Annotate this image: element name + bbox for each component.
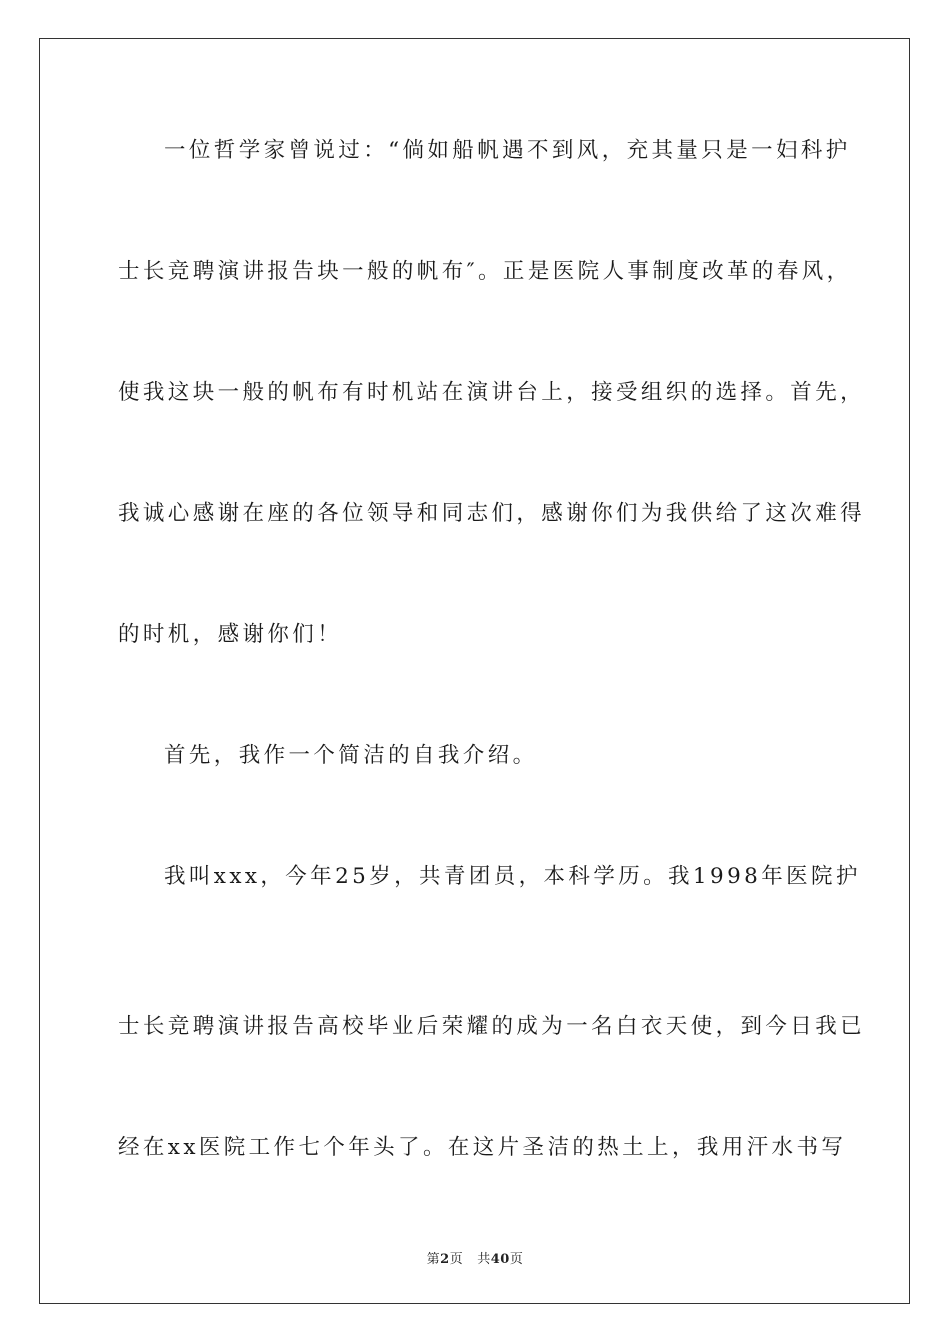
paragraph-line-6: 首先，我作一个简洁的自我介绍。	[164, 743, 538, 768]
paragraph-line-4: 我诚心感谢在座的各位领导和同志们，感谢你们为我供给了这次难得	[118, 501, 866, 526]
paragraph-line-8: 士长竞聘演讲报告高校毕业后荣耀的成为一名白衣天使，到今日我已	[118, 1014, 866, 1039]
footer-page-suffix: 页	[449, 1252, 464, 1267]
footer-page-prefix: 第	[426, 1252, 441, 1267]
page-footer	[0, 1248, 950, 1267]
paragraph-line-1: 一位哲学家曾说过：“倘如船帆遇不到风，充其量只是一妇科护	[164, 138, 851, 163]
paragraph-line-7: 我叫xxx，今年25岁，共青团员，本科学历。我1998年医院护	[164, 864, 861, 889]
footer-total-prefix: 共	[477, 1252, 491, 1267]
paragraph-line-9: 经在xx医院工作七个年头了。在这片圣洁的热土上，我用汗水书写	[118, 1135, 847, 1160]
footer-total-suffix: 页	[509, 1252, 524, 1267]
footer-page-number: 2	[440, 1252, 450, 1267]
paragraph-line-5: 的时机，感谢你们！	[118, 622, 343, 647]
footer-total-pages: 40	[490, 1252, 510, 1267]
paragraph-line-2: 士长竞聘演讲报告块一般的帆布″。正是医院人事制度改革的春风，	[118, 259, 852, 284]
page-border	[39, 38, 910, 1304]
paragraph-line-3: 使我这块一般的帆布有时机站在演讲台上，接受组织的选择。首先，	[118, 380, 866, 405]
